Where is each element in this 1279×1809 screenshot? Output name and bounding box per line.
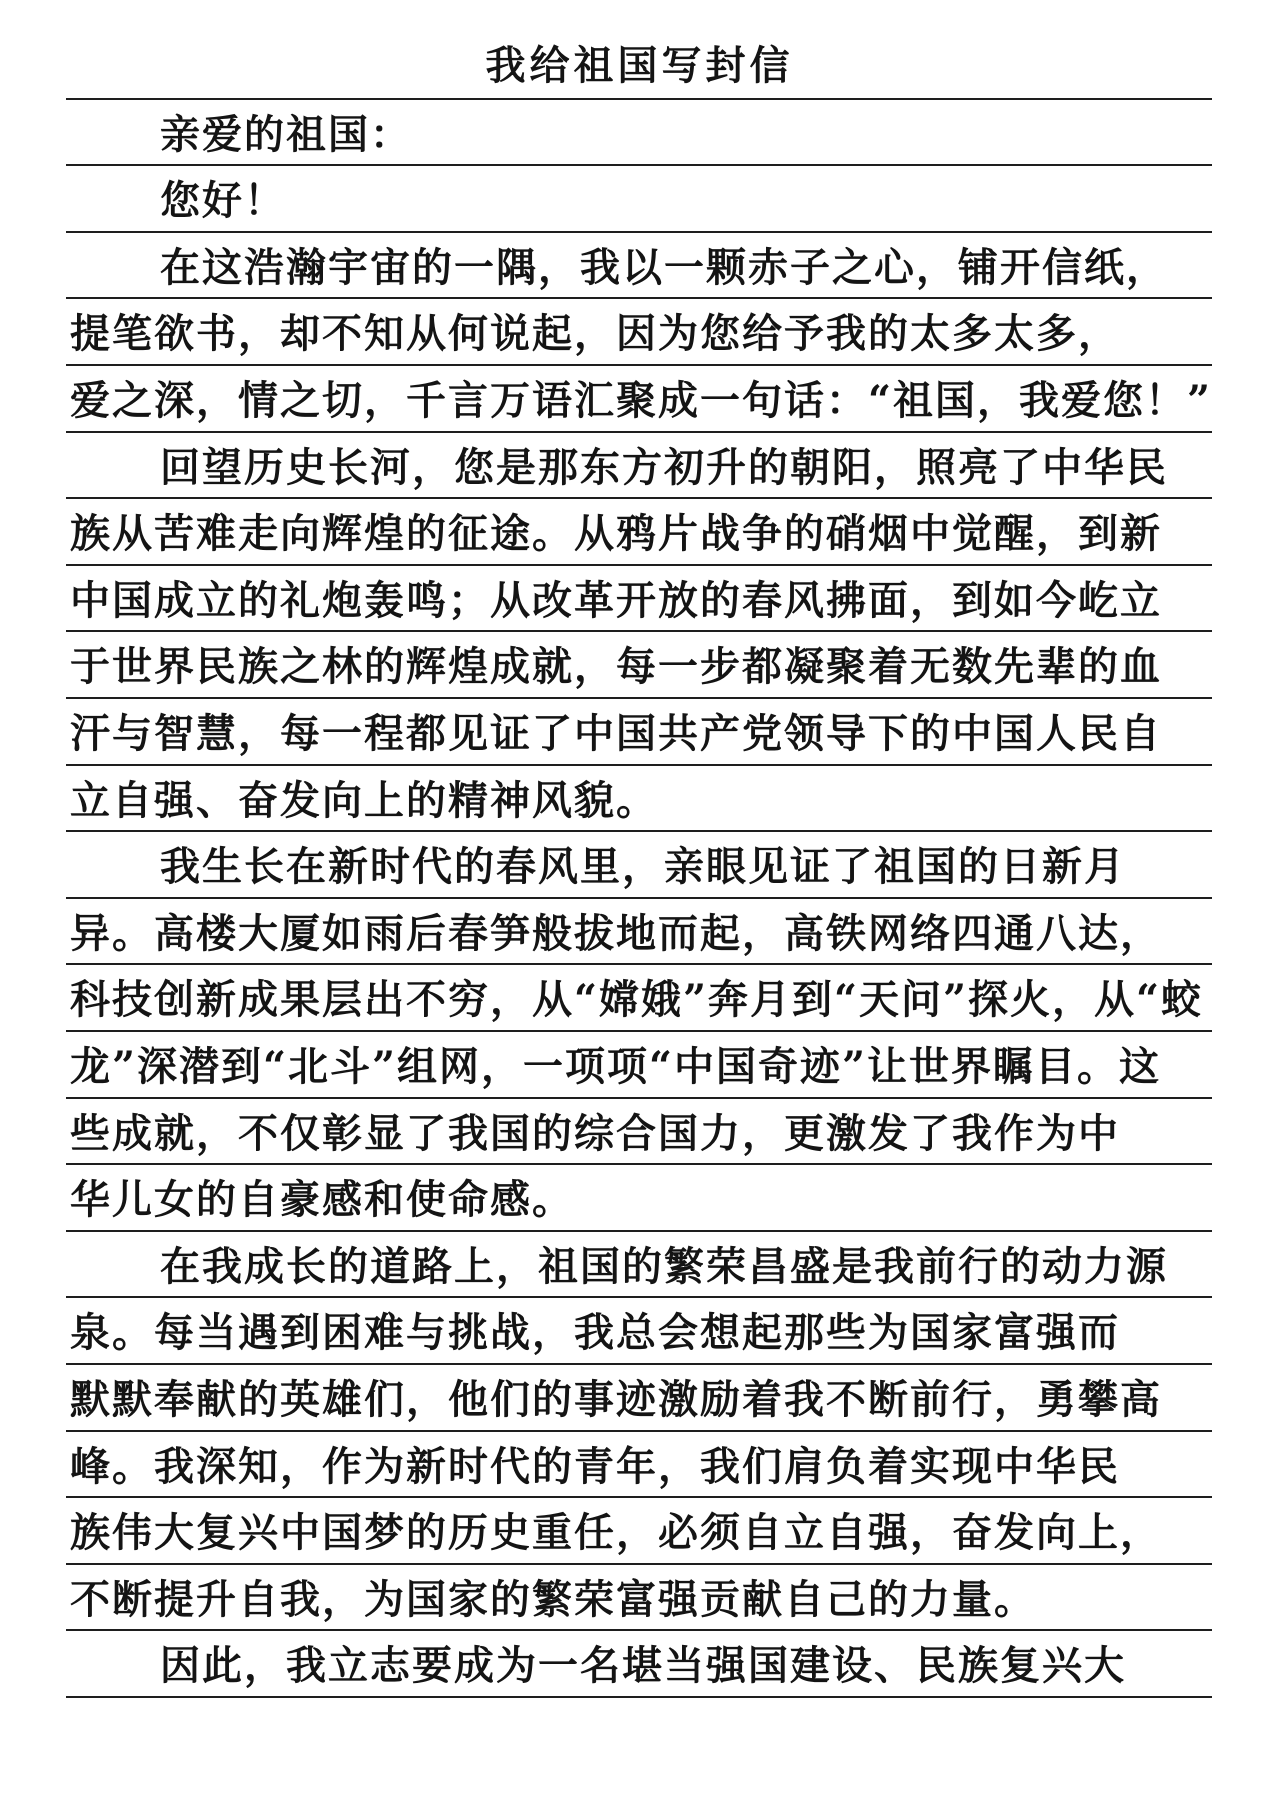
body-line: 族从苦难走向辉煌的征途。从鸦片战争的硝烟中觉醒，到新 — [70, 510, 1162, 557]
ruled-line — [66, 897, 1212, 899]
body-line: 些成就，不仅彰显了我国的综合国力，更激发了我作为中 — [70, 1110, 1120, 1157]
ruled-line — [66, 364, 1212, 366]
body-line: 因此，我立志要成为一名堪当强国建设、民族复兴大 — [160, 1642, 1126, 1689]
body-line: 爱之深，情之切，千言万语汇聚成一句话：“祖国，我爱您！” — [70, 377, 1213, 424]
ruled-line — [66, 1563, 1212, 1565]
ruled-line — [66, 963, 1212, 965]
ruled-line — [66, 1430, 1212, 1432]
ruled-line — [66, 164, 1212, 166]
letter-title: 我给祖国写封信 — [485, 42, 794, 89]
body-line: 峰。我深知，作为新时代的青年，我们肩负着实现中华民 — [70, 1443, 1120, 1490]
body-line: 族伟大复兴中国梦的历史重任，必须自立自强，奋发向上， — [70, 1509, 1162, 1556]
body-line: 中国成立的礼炮轰鸣；从改革开放的春风拂面，到如今屹立 — [70, 577, 1162, 624]
body-line: 提笔欲书，却不知从何说起，因为您给予我的太多太多， — [70, 310, 1120, 357]
ruled-line — [66, 231, 1212, 233]
body-line: 我生长在新时代的春风里，亲眼见证了祖国的日新月 — [160, 843, 1126, 890]
ruled-line — [66, 697, 1212, 699]
salutation-line: 亲爱的祖国： — [160, 111, 412, 158]
ruled-line — [66, 1097, 1212, 1099]
ruled-line — [66, 98, 1212, 100]
ruled-line — [66, 630, 1212, 632]
ruled-line — [66, 497, 1212, 499]
body-line: 泉。每当遇到困难与挑战，我总会想起那些为国家富强而 — [70, 1309, 1120, 1356]
ruled-line — [66, 1030, 1212, 1032]
greeting-line: 您好！ — [160, 177, 286, 224]
ruled-line — [66, 564, 1212, 566]
body-line: 汗与智慧，每一程都见证了中国共产党领导下的中国人民自 — [70, 710, 1162, 757]
ruled-line — [66, 1696, 1212, 1698]
body-line: 异。高楼大厦如雨后春笋般拔地而起，高铁网络四通八达， — [70, 910, 1162, 957]
ruled-line — [66, 1363, 1212, 1365]
body-line: 默默奉献的英雄们，他们的事迹激励着我不断前行，勇攀高 — [70, 1376, 1162, 1423]
body-line: 龙”深潜到“北斗”组网，一项项“中国奇迹”让世界瞩目。这 — [70, 1043, 1162, 1090]
ruled-line — [66, 830, 1212, 832]
ruled-line — [66, 764, 1212, 766]
ruled-line — [66, 1629, 1212, 1631]
body-line: 回望历史长河，您是那东方初升的朝阳，照亮了中华民 — [160, 444, 1168, 491]
body-line: 立自强、奋发向上的精神风貌。 — [70, 777, 658, 824]
body-line: 在我成长的道路上，祖国的繁荣昌盛是我前行的动力源 — [160, 1243, 1168, 1290]
body-line: 华儿女的自豪感和使命感。 — [70, 1176, 574, 1223]
ruled-line — [66, 1163, 1212, 1165]
ruled-line — [66, 1296, 1212, 1298]
body-line: 在这浩瀚宇宙的一隅，我以一颗赤子之心，铺开信纸， — [160, 244, 1168, 291]
body-line: 于世界民族之林的辉煌成就，每一步都凝聚着无数先辈的血 — [70, 643, 1162, 690]
ruled-line — [66, 297, 1212, 299]
ruled-line — [66, 431, 1212, 433]
body-line: 不断提升自我，为国家的繁荣富强贡献自己的力量。 — [70, 1576, 1036, 1623]
ruled-line — [66, 1496, 1212, 1498]
ruled-line — [66, 1230, 1212, 1232]
body-line: 科技创新成果层出不穷，从“嫦娥”奔月到“天问”探火，从“蛟 — [70, 976, 1204, 1023]
